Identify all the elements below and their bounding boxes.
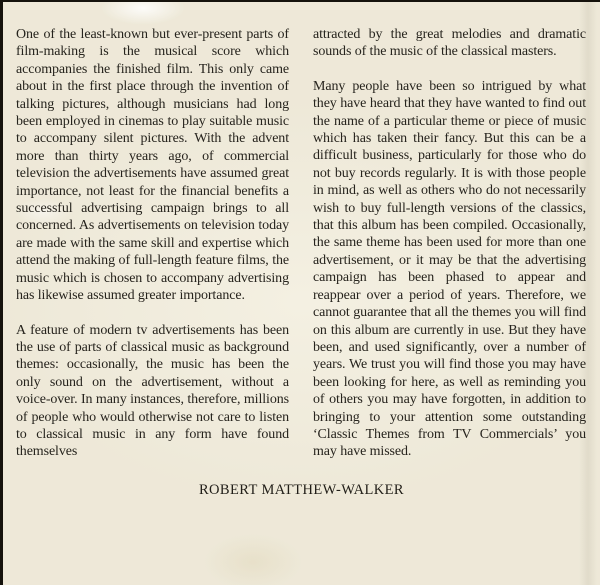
right-column — [313, 26, 586, 478]
paragraph: A feature of modern tv advertisements has been the use of parts of classical music as background themes: occasionally, the music has been the only sound on the advertisement, without a voice-over. In many instances, therefore, millions of people who would otherwise not care to listen to classical music in any form have found themselves — [16, 322, 289, 460]
author-credit: ROBERT MATTHEW-WALKER — [198, 481, 404, 498]
paragraph: One of the least-known but ever-present parts of film-making is the musical score which accompanies the finished film. This only came about in the first place through the invention of talking pictures, although musicians had long been employed in cinemas to play suitable music to accompany silent pictures. With the advent more than thirty years ago, of commercial television the advertisements have assumed great importance, not least for the financial benefits a successful advertising campaign brings to all concerned. As advertisements on television today are made with the same skill and expertise which attend the making of full-length feature films, the music which is chosen to accompany advertising has likewise assumed greater importance. — [16, 27, 289, 304]
paragraph: attracted by the great melodies and dramatic sounds of the music of the classical masters. — [313, 27, 586, 60]
left-column — [16, 26, 289, 478]
paragraph: Many people have been so intrigued by what they have heard that they have wanted to find out the name of a particular theme or piece of music which has taken their fancy. But this can be a difficult business, particularly for those who do not buy records regularly. It is with those people in mind, as well as others who do not necessarily wish to buy full-length versions of the classics, that this album has been compiled. Occasionally, the same theme has been used for more than one advertisement, or it may be that the advertising campaign has been phased to appear and reappear over a period of years. Therefore, we cannot guarantee that all the themes you will find on this album are currently in use. But they have been, and used significantly, over a number of years. We trust you will find those you may have been looking for here, as well as reminding you of others you may have forgotten, in addition to bringing to your attention some outstanding ‘Classic Themes from TV Commercials’ you may have missed. — [313, 78, 586, 460]
text-columns — [3, 2, 600, 478]
